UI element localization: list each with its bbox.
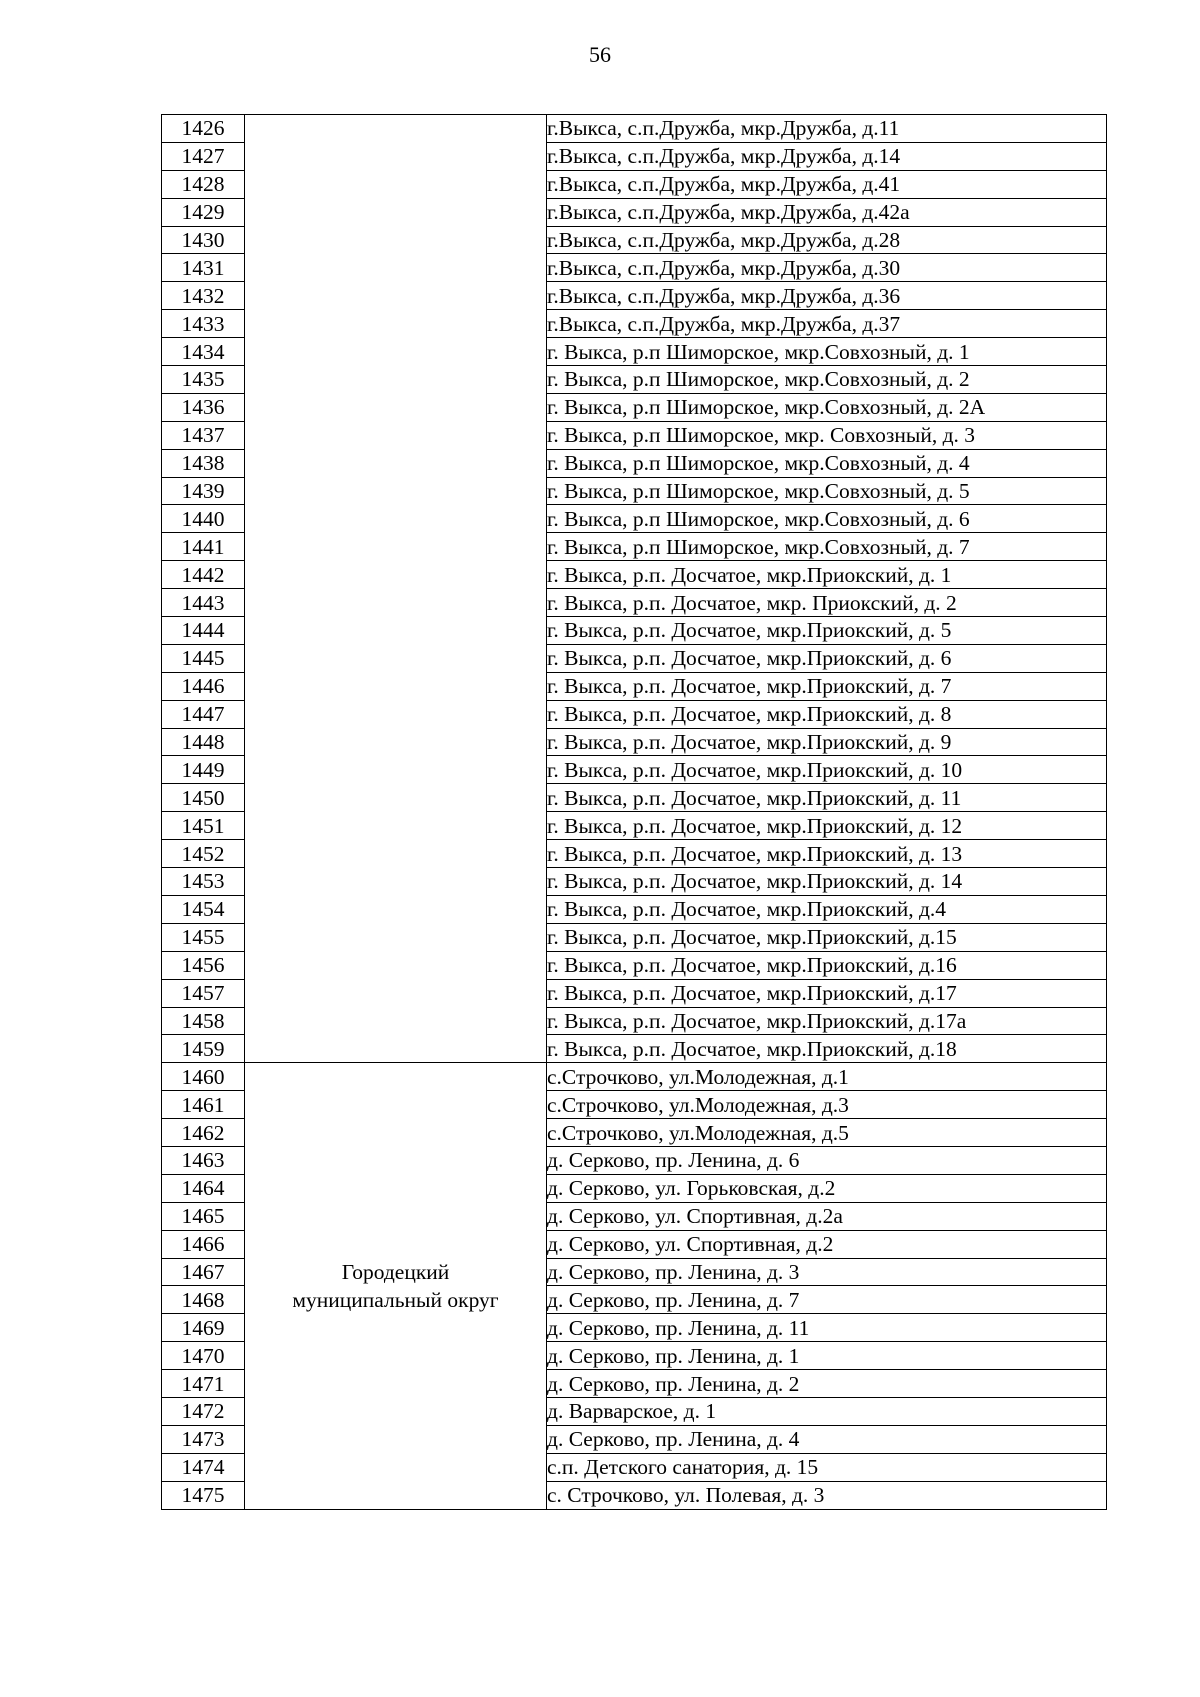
address-cell: г.Выкса, с.п.Дружба, мкр.Дружба, д.37: [547, 310, 1107, 338]
row-number-cell: 1466: [162, 1230, 245, 1258]
address-cell: г. Выкса, р.п Шиморское, мкр.Совхозный, д. 7: [547, 533, 1107, 561]
address-cell: г. Выкса, р.п. Досчатое, мкр.Приокский, д. 12: [547, 812, 1107, 840]
address-cell: д. Серково, ул. Спортивная, д.2а: [547, 1202, 1107, 1230]
row-number-cell: 1437: [162, 421, 245, 449]
row-number-cell: 1454: [162, 895, 245, 923]
address-cell: г. Выкса, р.п. Досчатое, мкр.Приокский, д. 10: [547, 756, 1107, 784]
address-cell: д. Варварское, д. 1: [547, 1397, 1107, 1425]
row-number-cell: 1432: [162, 282, 245, 310]
address-cell: г. Выкса, р.п. Досчатое, мкр.Приокский, д. 7: [547, 672, 1107, 700]
row-number-cell: 1428: [162, 170, 245, 198]
row-number-cell: 1445: [162, 644, 245, 672]
row-number-cell: 1451: [162, 812, 245, 840]
row-number-cell: 1427: [162, 142, 245, 170]
address-cell: г. Выкса, р.п. Досчатое, мкр.Приокский, д. 1: [547, 561, 1107, 589]
row-number-cell: 1430: [162, 226, 245, 254]
row-number-cell: 1470: [162, 1342, 245, 1370]
row-number-cell: 1426: [162, 115, 245, 143]
address-cell: г. Выкса, р.п. Досчатое, мкр.Приокский, д. 13: [547, 840, 1107, 868]
row-number-cell: 1461: [162, 1091, 245, 1119]
row-number-cell: 1459: [162, 1035, 245, 1063]
address-cell: г.Выкса, с.п.Дружба, мкр.Дружба, д.14: [547, 142, 1107, 170]
address-cell: г. Выкса, р.п. Досчатое, мкр.Приокский, д. 5: [547, 617, 1107, 645]
row-number-cell: 1464: [162, 1174, 245, 1202]
address-cell: г. Выкса, р.п. Досчатое, мкр.Приокский, д. 8: [547, 700, 1107, 728]
row-number-cell: 1435: [162, 366, 245, 394]
address-cell: г.Выкса, с.п.Дружба, мкр.Дружба, д.41: [547, 170, 1107, 198]
address-cell: д. Серково, ул. Горьковская, д.2: [547, 1174, 1107, 1202]
address-cell: д. Серково, пр. Ленина, д. 4: [547, 1425, 1107, 1453]
row-number-cell: 1436: [162, 393, 245, 421]
address-cell: г.Выкса, с.п.Дружба, мкр.Дружба, д.11: [547, 115, 1107, 143]
row-number-cell: 1431: [162, 254, 245, 282]
address-cell: г.Выкса, с.п.Дружба, мкр.Дружба, д.28: [547, 226, 1107, 254]
address-cell: г. Выкса, р.п. Досчатое, мкр.Приокский, д. 14: [547, 868, 1107, 896]
row-number-cell: 1462: [162, 1119, 245, 1147]
address-cell: с.Строчково, ул.Молодежная, д.3: [547, 1091, 1107, 1119]
address-table: [161, 114, 1107, 1510]
district-name-line: Городецкий: [341, 1259, 450, 1284]
row-number-cell: 1474: [162, 1453, 245, 1481]
row-number-cell: 1441: [162, 533, 245, 561]
row-number-cell: 1472: [162, 1397, 245, 1425]
address-cell: г. Выкса, р.п Шиморское, мкр.Совхозный, д. 1: [547, 338, 1107, 366]
address-cell: г. Выкса, р.п Шиморское, мкр.Совхозный, д. 4: [547, 449, 1107, 477]
row-number-cell: 1443: [162, 589, 245, 617]
row-number-cell: 1434: [162, 338, 245, 366]
row-number-cell: 1471: [162, 1370, 245, 1398]
row-number-cell: 1429: [162, 198, 245, 226]
row-number-cell: 1449: [162, 756, 245, 784]
address-cell: г. Выкса, р.п. Досчатое, мкр.Приокский, д.17а: [547, 1007, 1107, 1035]
address-cell: г. Выкса, р.п. Досчатое, мкр.Приокский, д. 11: [547, 784, 1107, 812]
row-number-cell: 1456: [162, 951, 245, 979]
address-cell: д. Серково, пр. Ленина, д. 11: [547, 1314, 1107, 1342]
table-row: [162, 115, 1107, 143]
address-cell: с. Строчково, ул. Полевая, д. 3: [547, 1481, 1107, 1509]
row-number-cell: 1467: [162, 1258, 245, 1286]
address-cell: г. Выкса, р.п. Досчатое, мкр.Приокский, д.16: [547, 951, 1107, 979]
row-number-cell: 1447: [162, 700, 245, 728]
address-cell: г. Выкса, р.п Шиморское, мкр. Совхозный, д. 3: [547, 421, 1107, 449]
address-cell: д. Серково, пр. Ленина, д. 1: [547, 1342, 1107, 1370]
row-number-cell: 1468: [162, 1286, 245, 1314]
row-number-cell: 1460: [162, 1063, 245, 1091]
address-cell: г. Выкса, р.п Шиморское, мкр.Совхозный, д. 2А: [547, 393, 1107, 421]
address-cell: д. Серково, пр. Ленина, д. 3: [547, 1258, 1107, 1286]
address-cell: г. Выкса, р.п. Досчатое, мкр.Приокский, д. 9: [547, 728, 1107, 756]
row-number-cell: 1440: [162, 505, 245, 533]
row-number-cell: 1439: [162, 477, 245, 505]
table-row: [162, 1063, 1107, 1091]
address-cell: с.Строчково, ул.Молодежная, д.5: [547, 1119, 1107, 1147]
address-cell: г. Выкса, р.п. Досчатое, мкр.Приокский, д.4: [547, 895, 1107, 923]
address-cell: с.Строчково, ул.Молодежная, д.1: [547, 1063, 1107, 1091]
address-cell: г. Выкса, р.п. Досчатое, мкр. Приокский, д. 2: [547, 589, 1107, 617]
address-cell: г. Выкса, р.п Шиморское, мкр.Совхозный, д. 5: [547, 477, 1107, 505]
address-cell: д. Серково, пр. Ленина, д. 7: [547, 1286, 1107, 1314]
row-number-cell: 1475: [162, 1481, 245, 1509]
row-number-cell: 1433: [162, 310, 245, 338]
district-cell: [245, 115, 547, 1063]
address-cell: д. Серково, пр. Ленина, д. 2: [547, 1370, 1107, 1398]
row-number-cell: 1473: [162, 1425, 245, 1453]
row-number-cell: 1446: [162, 672, 245, 700]
row-number-cell: 1450: [162, 784, 245, 812]
row-number-cell: 1469: [162, 1314, 245, 1342]
row-number-cell: 1438: [162, 449, 245, 477]
row-number-cell: 1453: [162, 868, 245, 896]
district-name-line: муниципальный округ: [292, 1287, 499, 1312]
row-number-cell: 1465: [162, 1202, 245, 1230]
row-number-cell: 1463: [162, 1146, 245, 1174]
address-cell: г.Выкса, с.п.Дружба, мкр.Дружба, д.42а: [547, 198, 1107, 226]
address-cell: г. Выкса, р.п. Досчатое, мкр.Приокский, д. 6: [547, 644, 1107, 672]
address-cell: г. Выкса, р.п. Досчатое, мкр.Приокский, д.18: [547, 1035, 1107, 1063]
row-number-cell: 1452: [162, 840, 245, 868]
address-cell: г.Выкса, с.п.Дружба, мкр.Дружба, д.36: [547, 282, 1107, 310]
row-number-cell: 1444: [162, 617, 245, 645]
address-cell: г. Выкса, р.п. Досчатое, мкр.Приокский, д.15: [547, 923, 1107, 951]
row-number-cell: 1448: [162, 728, 245, 756]
address-cell: г. Выкса, р.п. Досчатое, мкр.Приокский, д.17: [547, 979, 1107, 1007]
row-number-cell: 1457: [162, 979, 245, 1007]
address-cell: г.Выкса, с.п.Дружба, мкр.Дружба, д.30: [547, 254, 1107, 282]
page-number: 56: [589, 42, 611, 67]
row-number-cell: 1458: [162, 1007, 245, 1035]
row-number-cell: 1442: [162, 561, 245, 589]
row-number-cell: 1455: [162, 923, 245, 951]
district-cell: [245, 1063, 547, 1509]
address-cell: г. Выкса, р.п Шиморское, мкр.Совхозный, д. 6: [547, 505, 1107, 533]
address-cell: д. Серково, пр. Ленина, д. 6: [547, 1146, 1107, 1174]
address-cell: д. Серково, ул. Спортивная, д.2: [547, 1230, 1107, 1258]
address-table-body: [162, 115, 1107, 1510]
address-cell: г. Выкса, р.п Шиморское, мкр.Совхозный, д. 2: [547, 366, 1107, 394]
address-cell: с.п. Детского санатория, д. 15: [547, 1453, 1107, 1481]
